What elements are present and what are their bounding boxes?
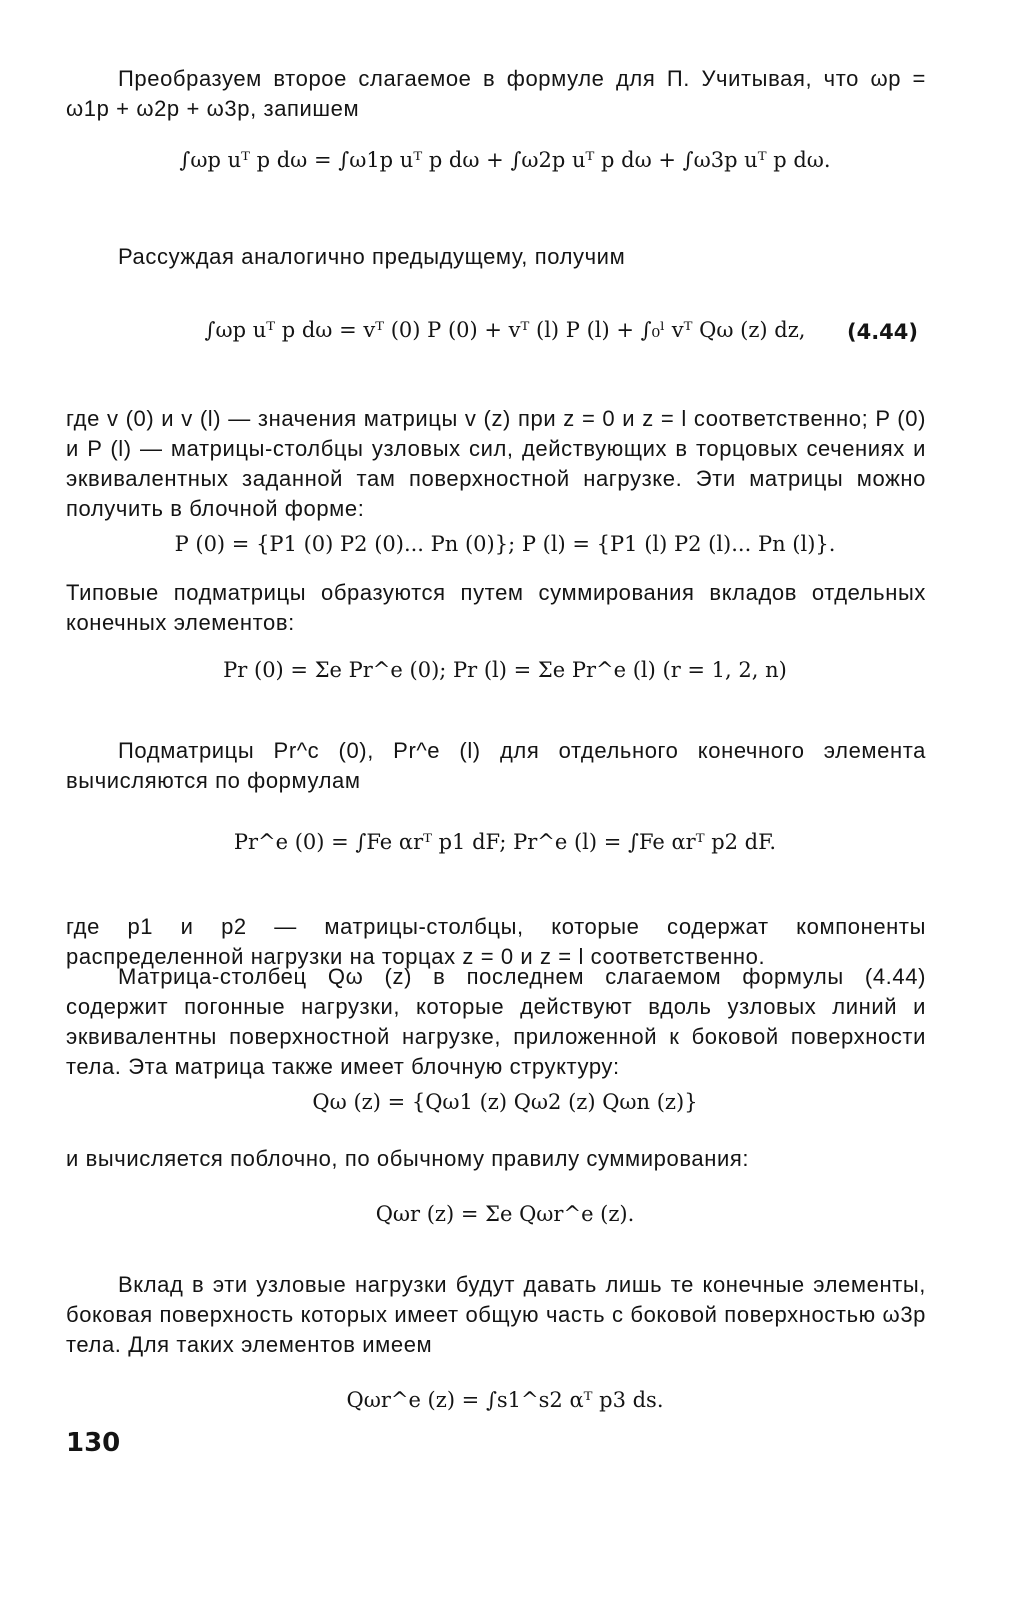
paragraph-element-formulas: Подматрицы Pr^c (0), Pr^e (l) для отдельного конечного элемента вычисляются по формулам bbox=[66, 738, 926, 793]
paragraph-blockwise: и вычисляется поблочно, по обычному правилу суммирования: bbox=[66, 1146, 750, 1171]
equation-qomega-sum: Qωr (z) = Σe Qωr^e (z). bbox=[375, 1202, 635, 1226]
page-number: 130 bbox=[66, 1428, 121, 1458]
paragraph-submatrices: Типовые подматрицы образуются путем суммирования вкладов отдельных конечных элементов: bbox=[66, 580, 926, 635]
equation-4-44-body: ∫ωp uᵀ p dω = vᵀ (0) P (0) + vᵀ (l) P (l) + ∫₀ˡ vᵀ Qω (z) dz, bbox=[204, 318, 806, 342]
equation-element-integrals: Pr^e (0) = ∫Fe αrᵀ p1 dF; Pr^e (l) = ∫Fe αrᵀ p2 dF. bbox=[233, 830, 777, 854]
equation-block-form: P (0) = {P1 (0) P2 (0)... Pn (0)}; P (l) = {P1 (l) P2 (l)... Pn (l)}. bbox=[174, 532, 836, 556]
paragraph-boundary-values: где v (0) и v (l) — значения матрицы v (z) при z = 0 и z = l соответственно; P (0) и P (l) — матрицы-столбцы узловых сил, действующих в торцовых сечениях и эквивалентных заданной там поверхностной нагрузке. Эти матрицы можно получить в блочной форме: bbox=[66, 406, 926, 521]
equation-number: (4.44) bbox=[846, 320, 918, 344]
paragraph-qomega: Матрица-столбец Qω (z) в последнем слагаемом формулы (4.44) содержит погонные нагрузки, которые действуют вдоль узловых линий и эквивалентны поверхностной нагрузке, приложенной к боковой поверхности тела. Эта матрица также имеет блочную структуру: bbox=[66, 964, 926, 1079]
paragraph-contribution: Вклад в эти узловые нагрузки будут давать лишь те конечные элементы, боковая поверхность которых имеет общую часть с боковой поверхностью ω3p тела. Для таких элементов имеем bbox=[66, 1272, 926, 1357]
equation-qomega-block: Qω (z) = {Qω1 (z) Qω2 (z) Qωn (z)} bbox=[312, 1090, 698, 1114]
equation-integral-split: ∫ωp uᵀ p dω = ∫ω1p uᵀ p dω + ∫ω2p uᵀ p dω + ∫ω3p uᵀ p dω. bbox=[179, 148, 831, 172]
paragraph-reasoning: Рассуждая аналогично предыдущему, получим bbox=[118, 244, 626, 269]
paragraph-intro: Преобразуем второе слагаемое в формуле для П. Учитывая, что ωp = ω1p + ω2p + ω3p, запишем bbox=[66, 66, 926, 121]
equation-summation: Pr (0) = Σe Pr^e (0); Pr (l) = Σe Pr^e (l) (r = 1, 2, n) bbox=[223, 658, 787, 682]
paragraph-load-vectors: где p1 и p2 — матрицы-столбцы, которые содержат компоненты распределенной нагрузки на торцах z = 0 и z = l соответственно. bbox=[66, 914, 926, 969]
equation-element-load: Qωr^e (z) = ∫s1^s2 αᵀ p3 ds. bbox=[346, 1388, 664, 1412]
